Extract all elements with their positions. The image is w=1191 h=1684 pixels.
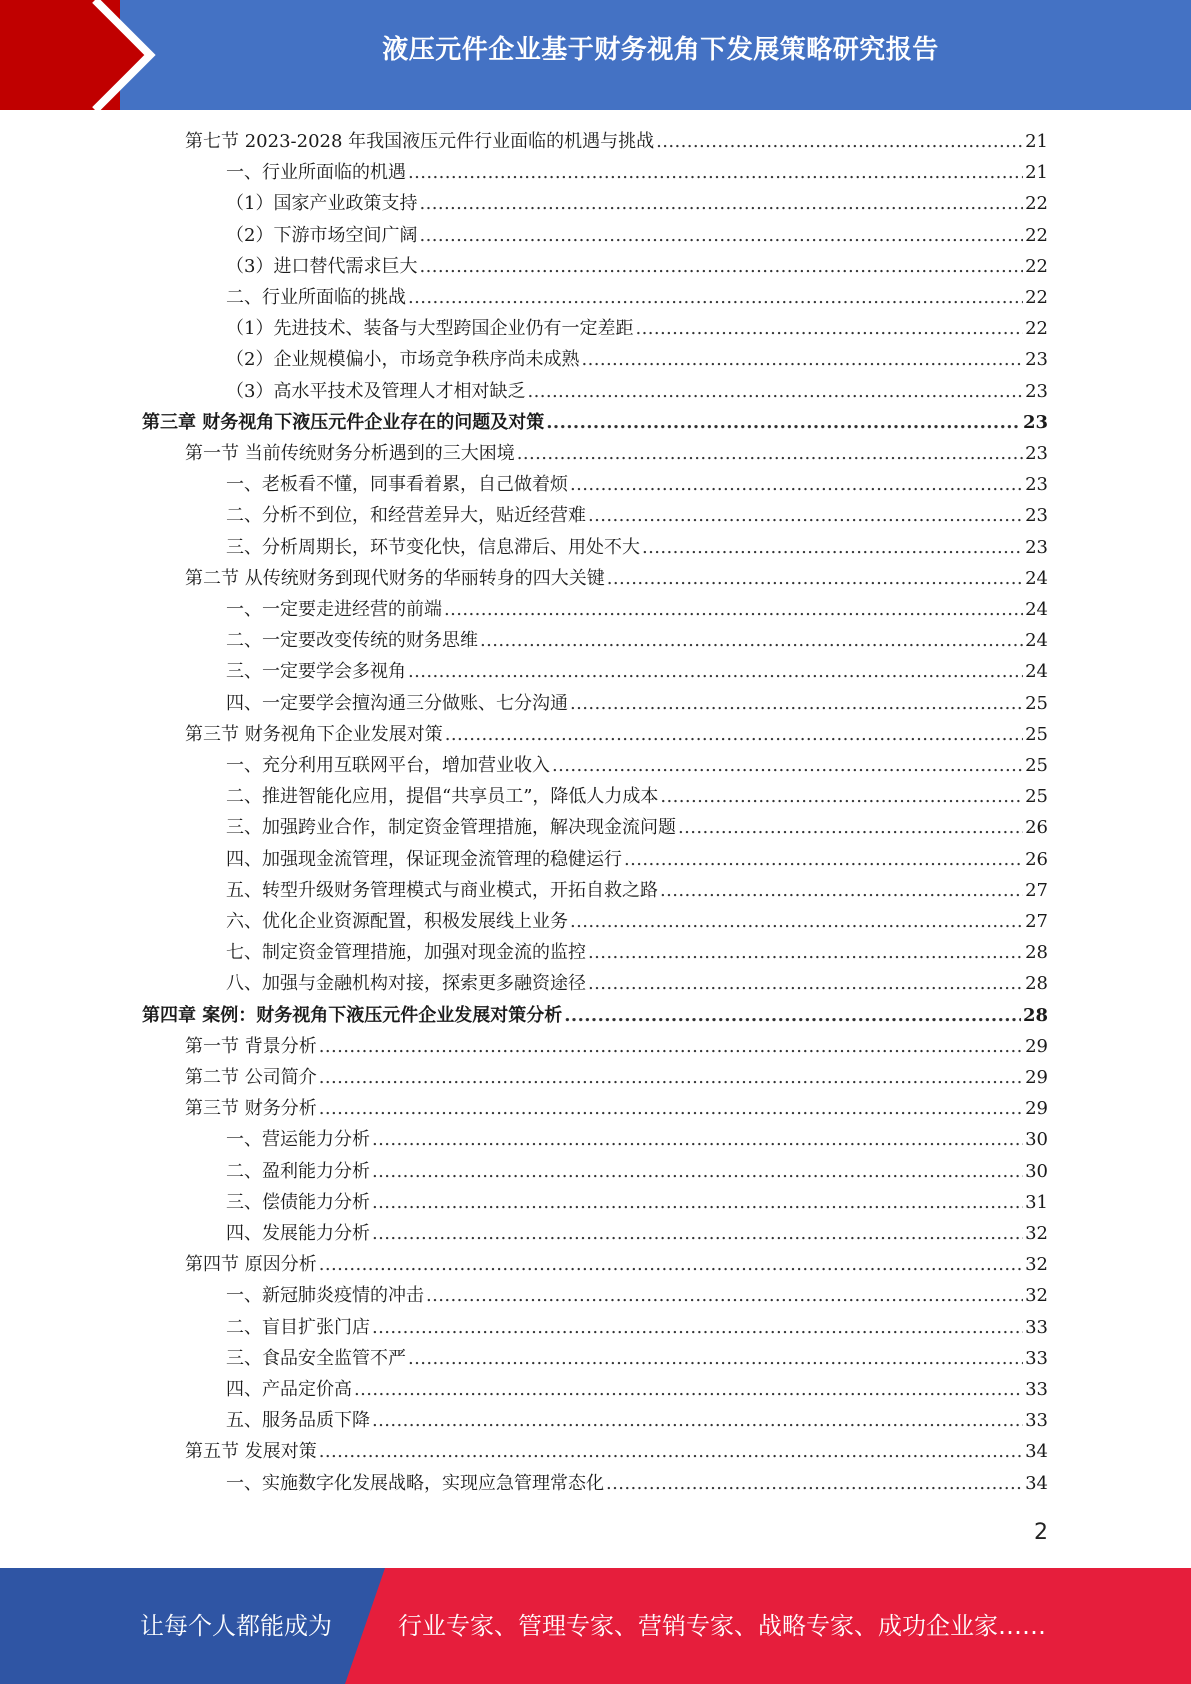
toc-leader-dots: [445, 720, 1023, 750]
toc-entry-title: 第四节 原因分析: [185, 1254, 317, 1276]
page-header: [0, 0, 1191, 110]
toc-entry-title: 二、推进智能化应用，提倡“共享员工”，降低人力成本: [226, 786, 659, 808]
toc-entry-title: 七、制定资金管理措施，加强对现金流的监控: [226, 942, 586, 964]
toc-leader-dots: [319, 1250, 1023, 1280]
toc-leader-dots: [408, 657, 1023, 687]
toc-subsection[interactable]: [226, 283, 1048, 313]
toc-entry-page: 22: [1025, 193, 1048, 215]
toc-subsection[interactable]: [226, 595, 1048, 625]
toc-entry-page: 25: [1025, 723, 1048, 745]
toc-entry-page: 34: [1025, 1441, 1048, 1463]
toc-subsection[interactable]: [226, 1469, 1048, 1499]
toc-entry-page: 29: [1025, 1098, 1048, 1120]
toc-entry-title: 第三节 财务视角下企业发展对策: [185, 723, 443, 745]
toc-leader-dots: [564, 1001, 1021, 1031]
toc-entry-page: 34: [1025, 1472, 1048, 1494]
toc-entry-title: 二、行业所面临的挑战: [226, 287, 406, 308]
toc-entry-title: 三、一定要学会多视角: [226, 661, 406, 683]
toc-entry-page: 33: [1025, 1316, 1048, 1338]
toc-section[interactable]: [185, 564, 1048, 594]
toc-entry-title: 第三节 财务分析: [185, 1098, 317, 1120]
toc-entry-page: 29: [1025, 1067, 1048, 1088]
toc-entry-title: （3）进口替代需求巨大: [226, 255, 418, 277]
toc-leader-dots: [588, 938, 1023, 968]
footer-slogan-left: 让每个人都能成为: [140, 1612, 332, 1640]
toc-entry-title: （1）先进技术、装备与大型跨国企业仍有一定差距: [226, 318, 634, 340]
toc-leader-dots: [606, 1469, 1023, 1499]
toc-entry-title: 八、加强与金融机构对接，探索更多融资途径: [226, 973, 586, 995]
toc-entry-page: 32: [1025, 1254, 1048, 1276]
toc-entry-title: 六、优化企业资源配置，积极发展线上业务: [226, 911, 568, 932]
toc-entry-title: （2）下游市场空间广阔: [226, 224, 418, 246]
toc-leader-dots: [635, 314, 1023, 344]
toc-subsection[interactable]: [226, 1125, 1048, 1155]
toc-leader-dots: [570, 470, 1023, 500]
toc-subsection[interactable]: [226, 158, 1048, 188]
toc-leader-dots: [480, 626, 1023, 656]
toc-entry-title: 第一节 当前传统财务分析遇到的三大困境: [185, 443, 515, 464]
toc-leader-dots: [372, 1157, 1023, 1187]
toc-entry-title: 五、转型升级财务管理模式与商业模式，开拓自救之路: [226, 879, 658, 901]
toc-entry-title: 一、老板看不懂，同事看着累，自己做着烦: [226, 474, 568, 496]
toc-subsection[interactable]: [226, 938, 1048, 968]
toc-entry-page: 25: [1025, 692, 1048, 714]
toc-entry-title: 四、产品定价高: [226, 1379, 352, 1400]
toc-entry-page: 33: [1025, 1410, 1048, 1432]
toc-subsection[interactable]: [226, 845, 1048, 875]
toc-entry-page: 30: [1025, 1129, 1048, 1151]
toc-subsection[interactable]: [226, 1313, 1048, 1343]
toc-leader-dots: [660, 782, 1023, 812]
toc-subsection[interactable]: [226, 1406, 1048, 1436]
toc-entry-page: 32: [1025, 1285, 1048, 1307]
toc-entry-title: （1）国家产业政策支持: [226, 193, 418, 215]
toc-entry-title: 四、发展能力分析: [226, 1223, 370, 1244]
toc-subsection[interactable]: [226, 533, 1048, 563]
toc-entry-page: 24: [1025, 630, 1048, 652]
toc-entry-page: 30: [1025, 1160, 1048, 1182]
toc-subsection[interactable]: [226, 689, 1048, 719]
toc-leader-dots: [546, 408, 1021, 438]
toc-leader-dots: [419, 221, 1023, 251]
toc-entry-title: （3）高水平技术及管理人才相对缺乏: [226, 380, 526, 402]
page-number: 2: [1034, 1520, 1048, 1545]
toc-subsection[interactable]: [226, 314, 1048, 344]
toc-entry-page: 26: [1025, 848, 1048, 870]
toc-entry-page: 33: [1025, 1347, 1048, 1369]
toc-entry-page: 32: [1025, 1223, 1048, 1244]
toc-section[interactable]: [185, 1063, 1048, 1093]
toc-subsection[interactable]: [226, 501, 1048, 531]
toc-entry-title: 四、一定要学会擅沟通三分做账、七分沟通: [226, 692, 568, 714]
toc-leader-dots: [588, 501, 1023, 531]
toc-subsection[interactable]: [226, 1188, 1048, 1218]
toc-leader-dots: [570, 907, 1023, 937]
toc-leader-dots: [372, 1406, 1023, 1436]
toc-leader-dots: [319, 1063, 1023, 1093]
toc-entry-title: 二、盈利能力分析: [226, 1160, 370, 1182]
toc-entry-title: 一、一定要走进经营的前端: [226, 599, 442, 620]
toc-entry-page: 24: [1025, 567, 1048, 589]
toc-entry-title: 一、实施数字化发展战略，实现应急管理常态化: [226, 1472, 604, 1494]
toc-leader-dots: [527, 377, 1023, 407]
toc-entry-page: 23: [1022, 411, 1048, 433]
toc-entry-page: 28: [1025, 973, 1048, 995]
toc-entry-page: 24: [1025, 661, 1048, 683]
toc-entry-page: 29: [1025, 1035, 1048, 1057]
toc-entry-page: 23: [1025, 505, 1048, 527]
toc-entry-title: 二、分析不到位，和经营差异大，贴近经营难: [226, 505, 586, 527]
toc-leader-dots: [419, 189, 1023, 219]
toc-entry-title: 一、行业所面临的机遇: [226, 162, 406, 184]
toc-entry-title: 第二节 公司简介: [185, 1067, 317, 1088]
toc-entry-page: 33: [1025, 1379, 1048, 1400]
toc-entry-page: 25: [1025, 755, 1048, 776]
toc-section[interactable]: [185, 127, 1048, 157]
toc-subsection[interactable]: [226, 1281, 1048, 1311]
toc-entry-page: 23: [1025, 536, 1048, 558]
toc-entry-page: 23: [1025, 349, 1048, 371]
toc-subsection[interactable]: [226, 1375, 1048, 1405]
toc-entry-title: 一、新冠肺炎疫情的冲击: [226, 1285, 424, 1307]
toc-entry-page: 28: [1022, 1004, 1048, 1026]
toc-entry-title: 第七节 2023-2028 年我国液压元件行业面临的机遇与挑战: [185, 131, 655, 152]
toc-entry-page: 28: [1025, 942, 1048, 964]
toc-subsection[interactable]: [226, 657, 1048, 687]
toc-entry-page: 22: [1025, 224, 1048, 246]
page-footer: [0, 1568, 1191, 1684]
toc-leader-dots: [642, 533, 1023, 563]
toc-entry-page: 22: [1025, 287, 1048, 308]
toc-entry-page: 31: [1025, 1191, 1048, 1213]
toc-section[interactable]: [185, 1250, 1048, 1280]
toc-leader-dots: [319, 1094, 1023, 1124]
toc-leader-dots: [656, 127, 1023, 157]
toc-entry-title: 三、偿债能力分析: [226, 1191, 370, 1213]
toc-leader-dots: [372, 1188, 1023, 1218]
toc-subsection[interactable]: [226, 626, 1048, 656]
toc-entry-page: 27: [1025, 879, 1048, 901]
report-title: 液压元件企业基于财务视角下发展策略研究报告: [382, 35, 939, 65]
toc-entry-page: 21: [1025, 162, 1048, 184]
toc-entry-page: 24: [1025, 599, 1048, 620]
toc-leader-dots: [372, 1219, 1023, 1249]
toc-leader-dots: [408, 283, 1023, 313]
toc-leader-dots: [588, 969, 1023, 999]
toc-leader-dots: [354, 1375, 1023, 1405]
toc-entry-title: （2）企业规模偏小，市场竞争秩序尚未成熟: [226, 349, 580, 371]
toc-leader-dots: [426, 1281, 1023, 1311]
toc-entry-page: 21: [1025, 131, 1048, 152]
toc-entry-title: 四、加强现金流管理，保证现金流管理的稳健运行: [226, 848, 622, 870]
toc-chapter[interactable]: [142, 1001, 1048, 1031]
toc-leader-dots: [372, 1125, 1023, 1155]
toc-entry-title: 一、充分利用互联网平台，增加营业收入: [226, 755, 550, 776]
toc-leader-dots: [517, 439, 1023, 469]
toc-entry-title: 五、服务品质下降: [226, 1410, 370, 1432]
toc-leader-dots: [319, 1437, 1023, 1467]
toc-entry-page: 25: [1025, 786, 1048, 808]
toc-section[interactable]: [185, 439, 1048, 469]
toc-subsection[interactable]: [226, 813, 1048, 843]
toc-leader-dots: [581, 345, 1023, 375]
toc-subsection[interactable]: [226, 751, 1048, 781]
toc-leader-dots: [408, 1344, 1023, 1374]
footer-slogan-right: 行业专家、管理专家、营销专家、战略专家、成功企业家……: [398, 1612, 1046, 1640]
toc-subsection[interactable]: [226, 1344, 1048, 1374]
toc-section[interactable]: [185, 1094, 1048, 1124]
toc-entry-page: 22: [1025, 255, 1048, 277]
toc-leader-dots: [660, 876, 1023, 906]
toc-leader-dots: [319, 1032, 1023, 1062]
toc-entry-title: 三、加强跨业合作，制定资金管理措施，解决现金流问题: [226, 817, 676, 839]
toc-entry-page: 23: [1025, 474, 1048, 496]
toc-subsection[interactable]: [226, 377, 1048, 407]
toc-leader-dots: [678, 813, 1023, 843]
toc-entry-title: 第四章 案例：财务视角下液压元件企业发展对策分析: [142, 1004, 563, 1026]
toc-chapter[interactable]: [142, 408, 1048, 438]
toc-entry-page: 26: [1025, 817, 1048, 839]
toc-subsection[interactable]: [226, 470, 1048, 500]
toc-entry-title: 一、营运能力分析: [226, 1129, 370, 1151]
toc-subsection[interactable]: [226, 969, 1048, 999]
toc-entry-title: 第一节 背景分析: [185, 1035, 317, 1057]
toc-leader-dots: [444, 595, 1023, 625]
toc-entry-title: 三、食品安全监管不严: [226, 1347, 406, 1369]
toc-subsection[interactable]: [226, 252, 1048, 282]
toc-subsection[interactable]: [226, 1219, 1048, 1249]
toc-leader-dots: [624, 845, 1023, 875]
toc-leader-dots: [607, 564, 1023, 594]
toc-leader-dots: [552, 751, 1023, 781]
toc-entry-page: 22: [1025, 318, 1048, 340]
toc-leader-dots: [419, 252, 1023, 282]
toc-entry-page: 23: [1025, 443, 1048, 464]
toc-entry-title: 二、盲目扩张门店: [226, 1316, 370, 1338]
toc-subsection[interactable]: [226, 345, 1048, 375]
toc-subsection[interactable]: [226, 876, 1048, 906]
toc-section[interactable]: [185, 1437, 1048, 1467]
toc-entry-title: 第二节 从传统财务到现代财务的华丽转身的四大关键: [185, 567, 605, 589]
toc-leader-dots: [372, 1313, 1023, 1343]
toc-entry-title: 第三章 财务视角下液压元件企业存在的问题及对策: [142, 411, 545, 433]
toc-subsection[interactable]: [226, 782, 1048, 812]
toc-subsection[interactable]: [226, 221, 1048, 251]
toc-entry-page: 23: [1025, 380, 1048, 402]
toc-entry-title: 二、一定要改变传统的财务思维: [226, 630, 478, 652]
toc-subsection[interactable]: [226, 907, 1048, 937]
toc-entry-page: 27: [1025, 911, 1048, 932]
toc-subsection[interactable]: [226, 189, 1048, 219]
toc-leader-dots: [408, 158, 1023, 188]
toc-leader-dots: [570, 689, 1023, 719]
header-arrow-decoration: [0, 0, 160, 110]
toc-section[interactable]: [185, 1032, 1048, 1062]
toc-entry-title: 第五节 发展对策: [185, 1441, 317, 1463]
toc-section[interactable]: [185, 720, 1048, 750]
toc-entry-title: 三、分析周期长，环节变化快，信息滞后、用处不大: [226, 536, 640, 558]
toc-subsection[interactable]: [226, 1157, 1048, 1187]
